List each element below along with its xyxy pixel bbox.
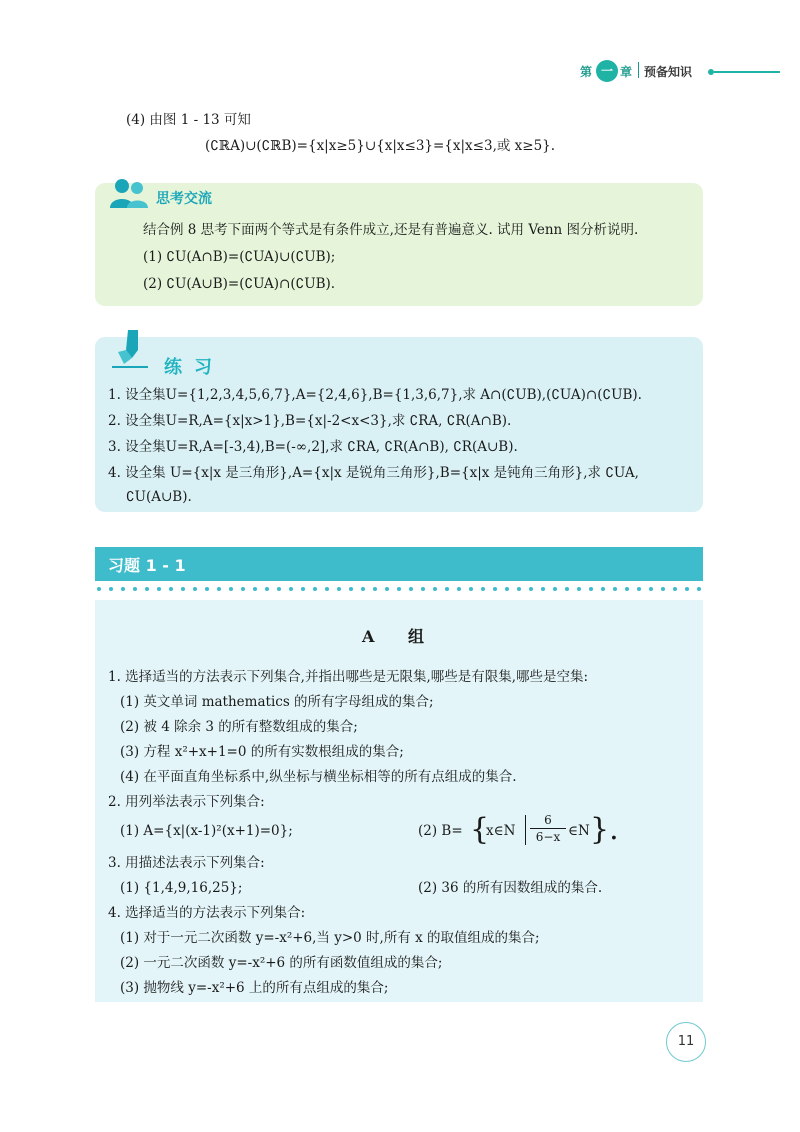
question-1-item-1: (1) 英文单词 mathematics 的所有字母组成的集合; <box>120 694 434 710</box>
question-1: 1. 选择适当的方法表示下列集合,并指出哪些是无限集,哪些是有限集,哪些是空集: <box>108 669 589 685</box>
question-1-item-3: (3) 方程 x²+x+1=0 的所有实数根组成的集合; <box>120 744 404 760</box>
question-2: 2. 用列举法表示下列集合: <box>108 794 265 810</box>
solution-line-1: (4) 由图 1 - 13 可知 <box>126 112 251 128</box>
think-item-1: (1) ∁U(A∩B)=(∁UA)∪(∁UB); <box>143 249 336 265</box>
chapter-header <box>580 60 800 84</box>
question-1-item-2: (2) 被 4 除余 3 的所有整数组成的集合; <box>120 719 358 735</box>
question-3-item-2: (2) 36 的所有因数组成的集合. <box>418 880 603 896</box>
think-item-2: (2) ∁U(A∪B)=(∁UA)∩(∁UB). <box>143 276 336 292</box>
chapter-prefix: 第 <box>580 65 593 79</box>
question-3: 3. 用描述法表示下列集合: <box>108 855 265 871</box>
q2-item2-suffix: ∈N <box>568 823 590 839</box>
practice-title: 练习 <box>164 357 224 378</box>
divider-bar <box>525 815 526 845</box>
question-4: 4. 选择适当的方法表示下列集合: <box>108 905 306 921</box>
question-4-item-1: (1) 对于一元二次函数 y=-x²+6,当 y>0 时,所有 x 的取值组成的集合; <box>120 930 540 946</box>
exercise-title: 习题 1 - 1 <box>108 556 186 575</box>
think-title: 思考交流 <box>156 191 212 207</box>
chapter-title: 预备知识 <box>644 65 693 79</box>
practice-item-2: 2. 设全集U=R,A={x|x>1},B={x|-2<x<3},求 ∁RA, ∁R(A∩B). <box>108 413 512 429</box>
fraction-denominator: 6−x <box>535 830 561 844</box>
chapter-number-badge: 一 <box>596 60 618 82</box>
q2-item2-prefix: (2) B= <box>418 823 463 839</box>
dotted-divider <box>95 585 703 593</box>
think-intro: 结合例 8 思考下面两个等式是有条件成立,还是有普遍意义. 试用 Venn 图分析说明. <box>143 222 639 238</box>
left-brace: { <box>470 812 490 847</box>
practice-item-4: 4. 设全集 U={x|x 是三角形},A={x|x 是锐角三角形},B={x|x 是钝角三角形},求 ∁UA, <box>108 465 639 481</box>
exercise-header-bar <box>95 547 703 581</box>
right-brace: }. <box>590 812 619 847</box>
page-number: 11 <box>666 1022 706 1062</box>
people-icon <box>108 176 150 210</box>
solution-line-2: (∁ℝA)∪(∁ℝB)={x|x≥5}∪{x|x≤3}={x|x≤3,或 x≥5}. <box>205 138 556 154</box>
pen-hand-icon <box>110 328 150 370</box>
question-1-item-4: (4) 在平面直角坐标系中,纵坐标与横坐标相等的所有点组成的集合. <box>120 769 517 785</box>
question-3-item-1: (1) {1,4,9,16,25}; <box>120 880 243 896</box>
header-line <box>714 71 780 73</box>
practice-item-1: 1. 设全集U={1,2,3,4,5,6,7},A={2,4,6},B={1,3,6,7},求 A∩(∁UB),(∁UA)∩(∁UB). <box>108 387 642 403</box>
group-a-title: A 组 <box>362 627 438 646</box>
header-divider <box>638 62 639 78</box>
question-2-item-1: (1) A={x|(x-1)²(x+1)=0}; <box>120 823 293 839</box>
practice-item-4-cont: ∁U(A∪B). <box>126 489 192 505</box>
chapter-suffix: 章 <box>620 65 633 79</box>
practice-item-3: 3. 设全集U=R,A=[-3,4),B=(-∞,2],求 ∁RA, ∁R(A∩B), ∁R(A∪B). <box>108 439 518 455</box>
question-4-item-3: (3) 抛物线 y=-x²+6 上的所有点组成的集合; <box>120 980 389 996</box>
fraction-numerator: 6 <box>530 813 566 829</box>
q2-item2-condition: x∈N <box>486 823 516 839</box>
question-4-item-2: (2) 一元二次函数 y=-x²+6 的所有函数值组成的集合; <box>120 955 443 971</box>
